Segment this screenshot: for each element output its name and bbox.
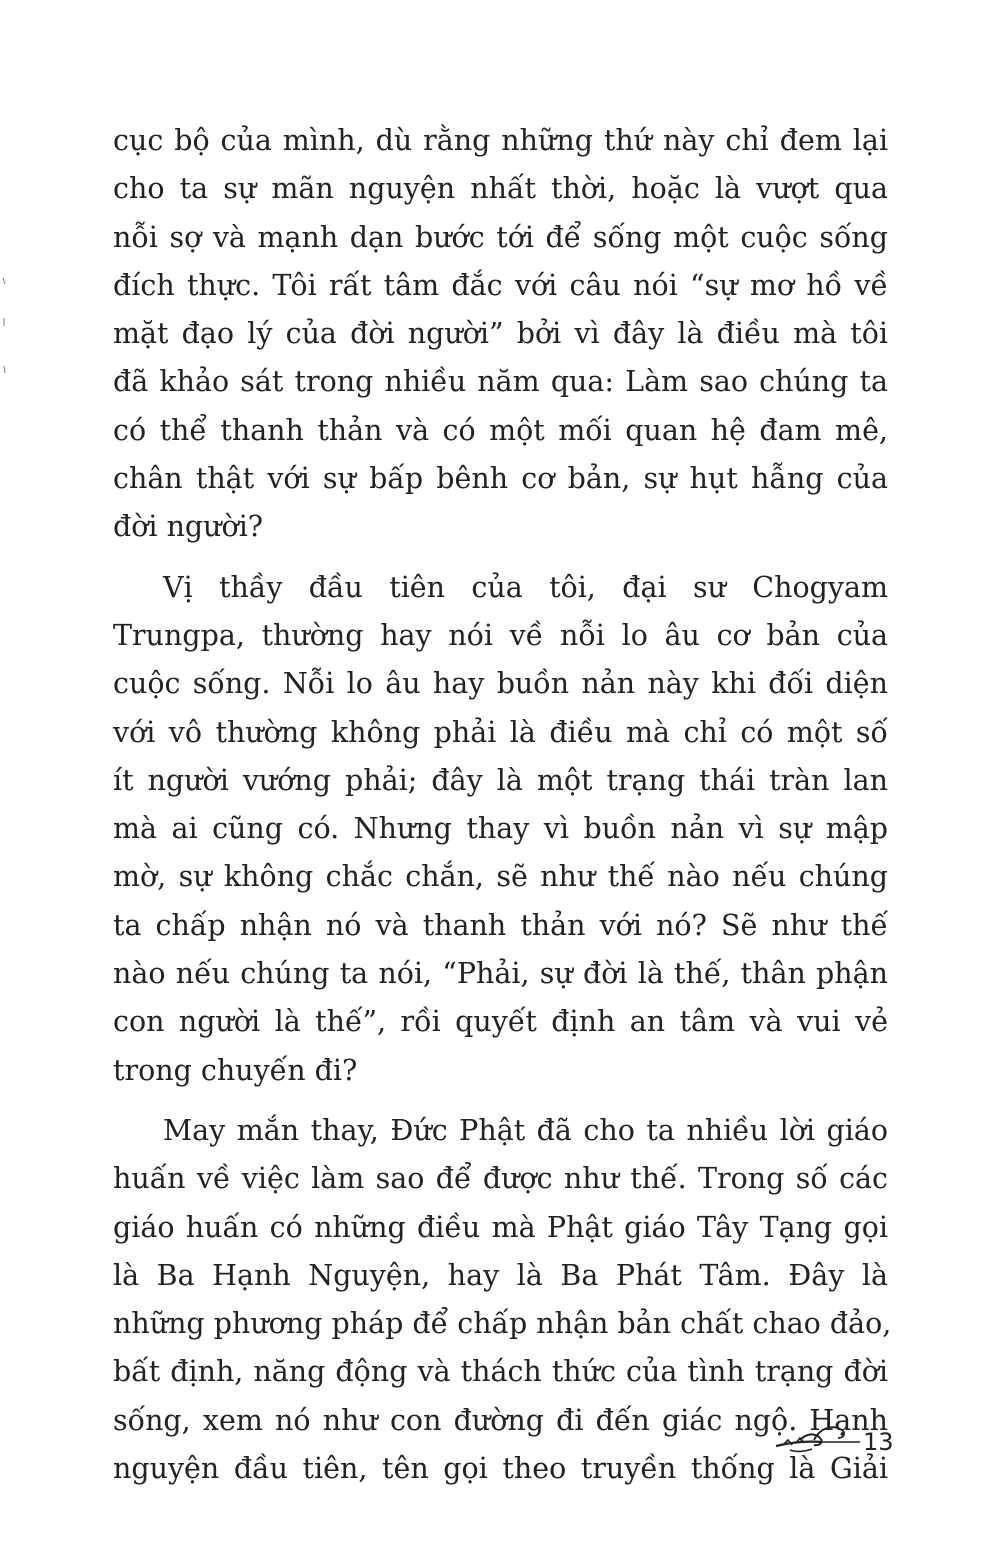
text-line: ít người vướng phải; đây là một trạng thái tràn lan — [113, 763, 888, 797]
text-line: đời người? — [113, 510, 264, 544]
text-line: con người là thế”, rồi quyết định an tâm và vui vẻ — [113, 1005, 888, 1039]
text-line: nguyện đầu tiên, tên gọi theo truyền thống là Giải — [113, 1452, 888, 1486]
text-line: Trungpa, thường hay nói về nỗi lo âu cơ bản của — [113, 618, 888, 652]
text-line: bất định, năng động và thách thức của tình trạng đời — [113, 1355, 888, 1389]
text-line: Vị thầy đầu tiên của tôi, đại sư Chogyam — [163, 570, 888, 604]
page-footer — [770, 1420, 900, 1470]
text-line: huấn về việc làm sao để được như thế. Trong số các — [113, 1162, 888, 1196]
text-line: cho ta sự mãn nguyện nhất thời, hoặc là vượt qua — [113, 172, 888, 206]
text-line: những phương pháp để chấp nhận bản chất chao đảo, — [113, 1307, 892, 1341]
scan-margin-marks — [0, 270, 10, 390]
text-line: ta chấp nhận nó và thanh thản với nó? Sẽ như thế — [113, 908, 888, 942]
text-line: nỗi sợ và mạnh dạn bước tới để sống một cuộc sống — [113, 220, 888, 254]
text-line: có thể thanh thản và có một mối quan hệ đam mê, — [113, 413, 888, 447]
page-number: 13 — [863, 1428, 894, 1456]
text-line: nào nếu chúng ta nói, “Phải, sự đời là thế, thân phận — [113, 957, 888, 991]
text-line: May mắn thay, Đức Phật đã cho ta nhiều lời giáo — [163, 1113, 888, 1147]
text-line: với vô thường không phải là điều mà chỉ có một số — [113, 715, 888, 749]
text-line: trong chuyến đi? — [113, 1053, 358, 1087]
text-line: chân thật với sự bấp bênh cơ bản, sự hụt hẫng của — [113, 462, 888, 496]
text-line: mà ai cũng có. Nhưng thay vì buồn nản vì sự mập — [113, 812, 888, 846]
text-line: đã khảo sát trong nhiều năm qua: Làm sao chúng ta — [113, 365, 888, 399]
text-line: giáo huấn có những điều mà Phật giáo Tây Tạng gọi — [113, 1210, 888, 1244]
text-line: cuộc sống. Nỗi lo âu hay buồn nản này khi đối diện — [113, 667, 888, 701]
text-line: mặt đạo lý của đời người” bởi vì đây là điều mà tôi — [113, 317, 888, 351]
paragraph — [113, 564, 888, 1095]
text-line: là Ba Hạnh Nguyện, hay là Ba Phát Tâm. Đây là — [113, 1258, 888, 1292]
text-line: sống, xem nó như con đường đi đến giác ngộ. Hạnh — [113, 1403, 888, 1437]
text-line: mờ, sự không chắc chắn, sẽ như thế nào nếu chúng — [113, 860, 888, 894]
text-line: đích thực. Tôi rất tâm đắc với câu nói “sự mơ hồ về — [113, 268, 888, 302]
flourish-ornament-icon — [770, 1420, 862, 1460]
paragraph — [113, 117, 888, 552]
body-text — [113, 117, 892, 1493]
text-line: cục bộ của mình, dù rằng những thứ này chỉ đem lại — [113, 124, 888, 157]
